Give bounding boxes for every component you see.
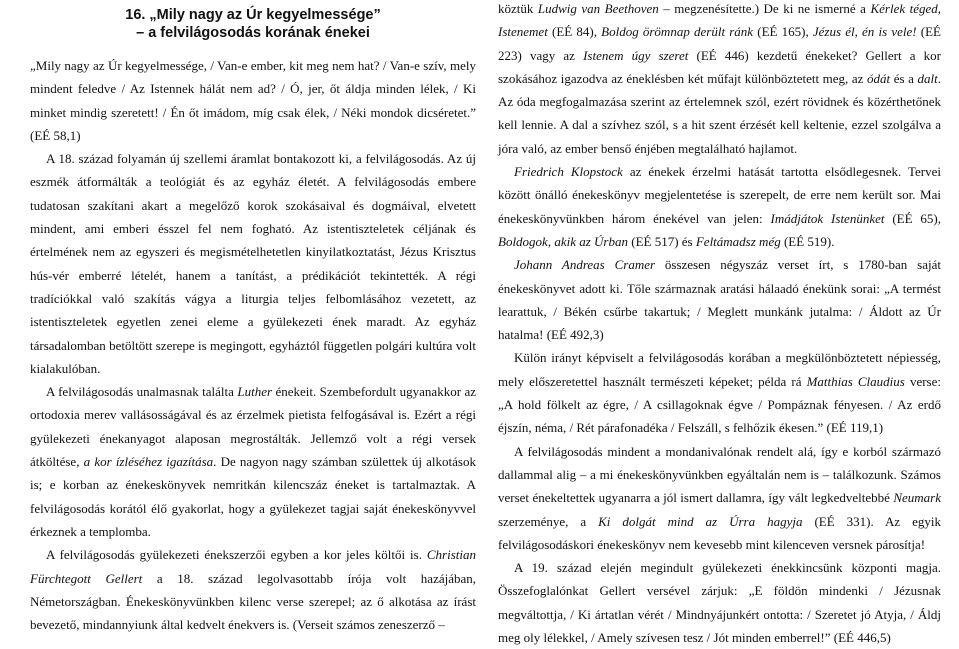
text-run: (EÉ 519). — [780, 233, 835, 249]
emphasis-phrase: a kor ízléséhez igazítása — [83, 454, 214, 470]
text-run: (EÉ 446) kezdetű énekeket? Gellert a kor szokásához igazodva az éneklésben két műfajt különböztetett meg, az — [498, 47, 941, 86]
section-heading — [30, 6, 476, 42]
paragraph — [30, 543, 476, 636]
emphasis-name: Johann Andreas Cramer — [514, 257, 656, 273]
song-title: Boldogok, akik az Úrban — [498, 233, 628, 249]
text-run: A felvilágosodás unalmasnak találta — [46, 384, 238, 400]
song-title: Boldog örömnap derült ránk — [601, 24, 754, 40]
paragraph — [498, 0, 941, 160]
right-column — [498, 0, 941, 649]
text-run: (EÉ 165), — [753, 24, 813, 40]
text-run: énekeit. Szembefordult ugyanakkor az ortodoxia merev vallásosságával és az érzelmek pietista felfogásával is. Ezért a régi gyülekezeti énekanyagot alaposan megrostálták. Jellemző volt a régi versek átköltése, — [30, 384, 476, 470]
emphasis-name: Matthias Claudius — [806, 373, 905, 389]
song-title: Jézus él, én is vele! — [812, 24, 917, 40]
text-run: (EÉ 517) és — [627, 233, 696, 249]
heading-title: 16. „Mily nagy az Úr kegyelmessége” — [125, 7, 381, 23]
emphasis-term: ódát — [867, 70, 891, 86]
text-run: verse: „A hold fölkelt az égre, / A csillagoknak égve / Pompáznak fényesen. / Az erdő éjszín, néma, / Rét párafonadéka / Felszáll, s felhőzik ékesen.” (EÉ 119,1) — [498, 373, 941, 436]
text-run: . Az óda megfogalmazása szerint az értelemnek szól, ezért rövidnek és közérthetőnek kell lennie. A dal a szívhez szól, s a hit szent érzését kell keltenie, ezzel szolgálva a jóra való, az ember benső énjében megtalálható hajlamot. — [498, 70, 941, 156]
paragraph — [498, 253, 941, 346]
song-title: Ki dolgát mind az Úrra hagyja — [598, 513, 803, 529]
paragraph-motto: „Mily nagy az Úr kegyelmessége, / Van-e ember, kit meg nem hat? / Van-e szív, mely mindent feledve / Az Istennek hálát nem ad? / Ó, jer, őt áldja minden lélek, / Ki minket mindig szeretett! / Én őt imádom, míg csak élek, / Néki mondok dicséretet.” (EÉ 58,1) — [30, 58, 476, 143]
left-body — [30, 54, 476, 636]
text-run: (EÉ 223) vagy az — [498, 24, 941, 63]
text-run: Külön irányt képviselt a felvilágosodás korában a megkülönböztetett népiesség, mely előszeretettel használt természeti képeket; példa rá — [498, 350, 941, 389]
paragraph: A 18. század folyamán új szellemi áramlat bontakozott ki, a felvilágosodás. Az új eszmék átformálták a teológiát és az egyház életét. A felvilágosodás embere tudatosan szakítani akart a megelőző korok szokásaival és dogmáival, elvetett mindent, ami emberi ésszel fel nem fogható. Az istentiszteletek céljának és értelmének nem az egyszeri és megismételhetetlen kinyilatkoztatást, Jézus Krisztus hús-vér emberré lételét, hanem a tanítást, a prédikációt tekintették. A régi tradíciókkal való szakítás vágya a liturgia teljes felbomlásához vezetett, az istentiszteletek egyetlen zenei eleme a gyülekezeti ének maradt. Az egyház társadalomban betöltött szerepe is megingott, egyháztól független polgári kultúra volt kialakulóban. — [30, 151, 476, 376]
text-run: A felvilágosodás mindent a mondanivalónak rendelt alá, így e korból származó dallammal alig – a mi énekeskönyvünkben egyáltalán nem is – találkozunk. Számos verset énekeltettek ugyanarra a jól ismert dallamra, így vált legkedveltebbé — [498, 443, 941, 506]
text-run: – megzenésítette.) De ki ne ismerné a — [658, 1, 871, 16]
paragraph — [498, 346, 941, 439]
heading-subtitle: – a felvilágosodás korának énekei — [136, 25, 370, 41]
paragraph: A 19. század elején megindult gyülekezeti énekkincsünk központi magja. Összefoglalónkat Gellert versével zárjuk: „E földön mindenki / Jézusnak megváltottja, / Ki ártatlan vérét / Mindnyájunkért ontotta: / Szeretet jó Atyja, / Áldj meg oly lélekkel, / Amely szívesen tesz / Jót minden emberrel!” (EÉ 446,5) — [498, 560, 941, 646]
text-run: (EÉ 331). Az egyik felvilágosodáskori énekeskönyv nem kevesebb mint kilenceven versnek párosítja! — [498, 513, 941, 552]
text-run: (EÉ 84), — [547, 24, 602, 40]
song-title: Kérlek téged, Istenemet — [498, 1, 941, 40]
song-title: Feltámadsz még — [695, 233, 781, 249]
emphasis-name: Luther — [237, 384, 273, 400]
right-body — [498, 0, 941, 649]
song-title: Imádjátok Istenünket — [770, 210, 885, 226]
song-title: Istenem úgy szeret — [583, 47, 689, 63]
paragraph — [30, 380, 476, 543]
text-run: és a — [890, 70, 918, 86]
emphasis-name: Friedrich Klopstock — [514, 164, 623, 180]
text-run: köztük — [498, 1, 538, 16]
emphasis-name: Christian Fürchtegott Gellert — [30, 547, 476, 586]
text-run: az énekek érzelmi hatását tartotta elsődlegesnek. Tervei között önálló énekeskönyv megjelentetése is szerepelt, de erre nem került sor. Mai énekeskönyvünkben három énekével van jelen: — [498, 164, 941, 226]
text-run: (EÉ 65), — [884, 210, 941, 226]
emphasis-term: dalt — [917, 70, 938, 86]
text-run: szerzeménye, a — [498, 513, 599, 529]
emphasis-name: Ludwig van Beethoven — [537, 1, 659, 16]
text-run: . De nagyon nagy számban születtek új alkotások is; e korban az énekeskönyvek nemritkán kilencszáz éneket is tartalmaztak. A felvilágosodás korától élő gyakorlat, hogy a gyülekezet tagjai saját énekeskönyvvel érkeznek a templomba. — [30, 454, 476, 539]
text-run: összesen négyszáz verset írt, s 1780-ban saját énekeskönyvet adott ki. Tőle származnak aratási hálaadó énekünk sorai: „A termést learattuk, / Békén csűrbe takartuk; / Meglett munkánk jutalma: / Áldott az Úr hatalma! (EÉ 492,3) — [498, 257, 941, 343]
text-run: a 18. század legolvasottabb írója volt hazájában, Németországban. Énekeskönyvünkben kilenc verse szerepel; az ő alkotása az írást bevezető, mindannyiunk által kedvelt énekvers is. (Verseit számos zeneszerző – — [30, 570, 477, 633]
emphasis-name: Neumark — [893, 490, 941, 506]
text-run: A felvilágosodás gyülekezeti énekszerzői egyben a kor jeles költői is. — [46, 547, 427, 563]
paragraph — [498, 440, 941, 556]
left-column — [30, 0, 476, 636]
paragraph — [498, 160, 941, 253]
